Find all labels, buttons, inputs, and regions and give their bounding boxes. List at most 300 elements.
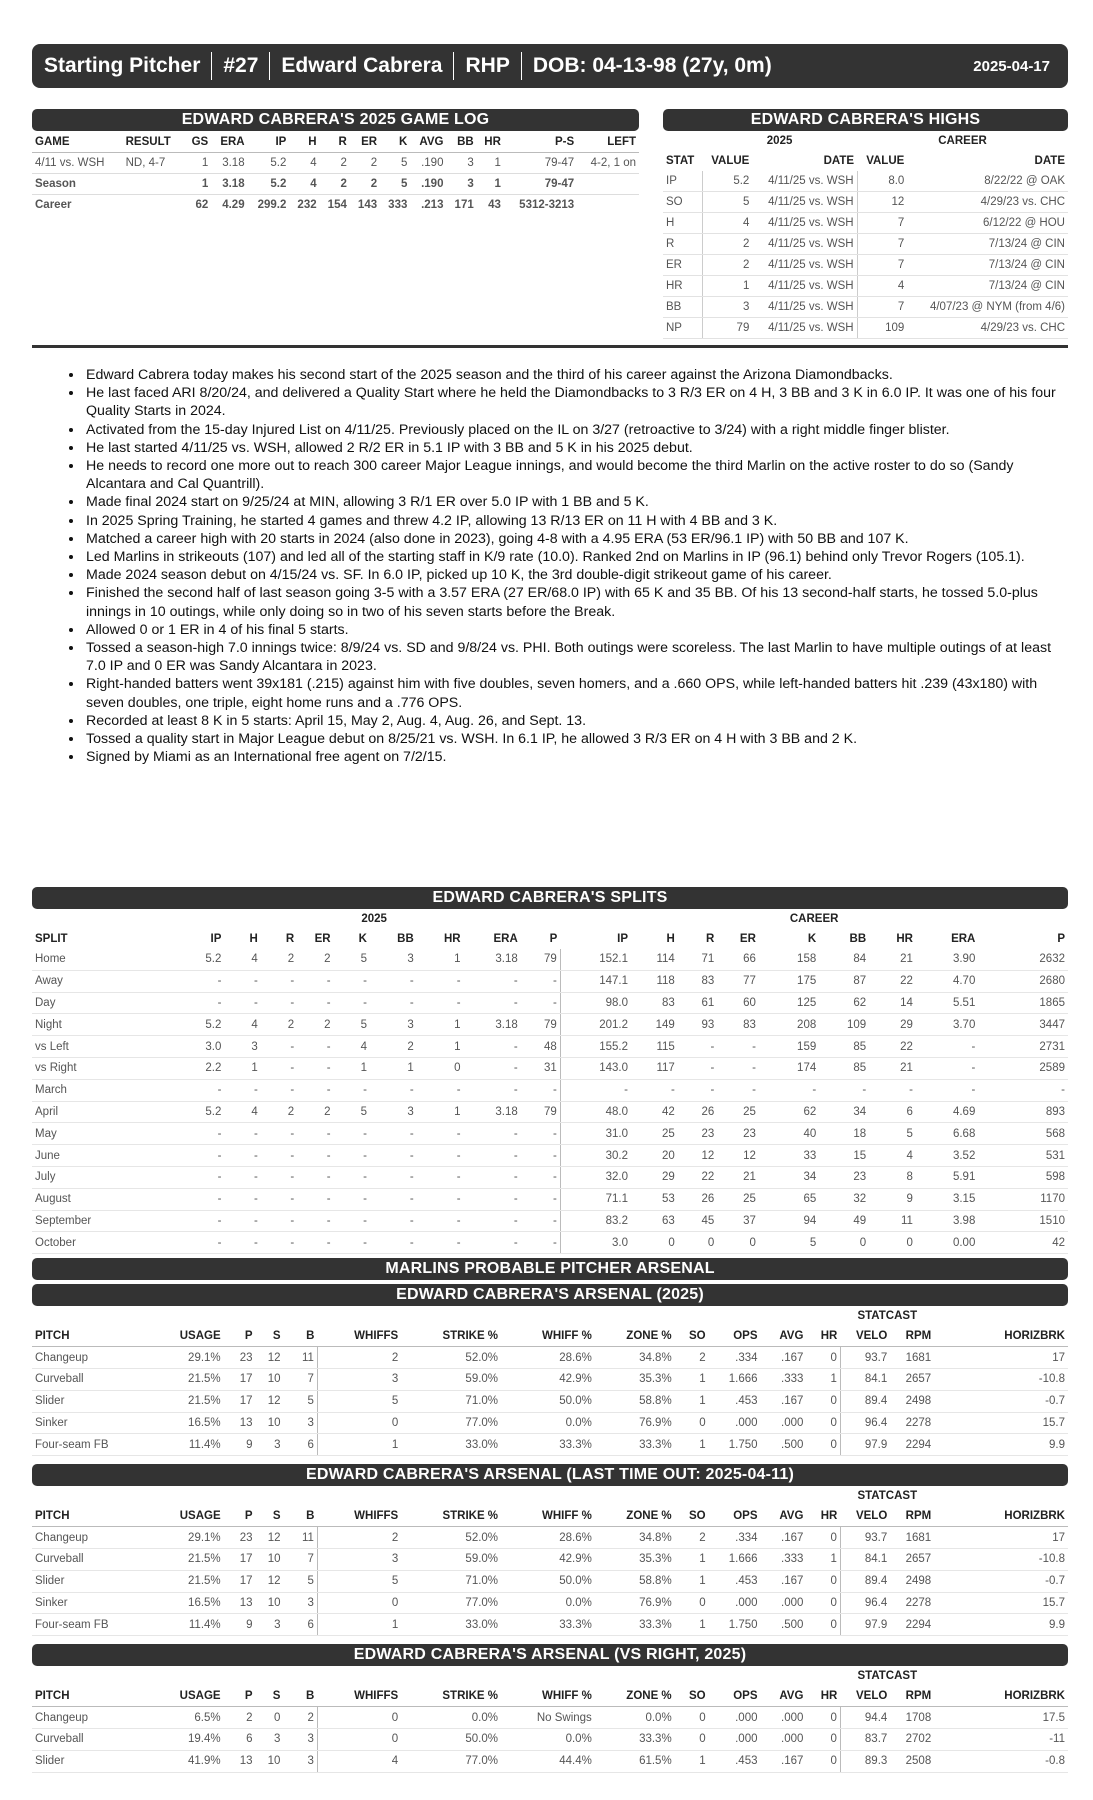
arsenal-cell: 1.666 bbox=[709, 1548, 761, 1570]
arsenal-cell: 0 bbox=[317, 1728, 401, 1750]
arsenal-cell: 2 bbox=[675, 1527, 709, 1549]
splits-cell: 77 bbox=[717, 970, 759, 992]
arsenal-cell: 3 bbox=[284, 1412, 318, 1434]
splits-cell: - bbox=[631, 1079, 678, 1101]
splits-col-header: R bbox=[285, 933, 295, 945]
header-separator bbox=[521, 52, 522, 80]
arsenal-row bbox=[32, 1707, 1068, 1729]
splits-row bbox=[32, 1123, 1068, 1145]
arsenal-row bbox=[32, 1434, 1068, 1456]
splits-cell: 21 bbox=[869, 949, 916, 970]
arsenal-col-header: P bbox=[224, 1506, 256, 1527]
splits-cell: 2.2 bbox=[188, 1057, 224, 1079]
splits-cell: - bbox=[224, 992, 260, 1014]
splits-cell: - bbox=[297, 970, 333, 992]
highs-group-row bbox=[663, 131, 1068, 151]
arsenal-group-row bbox=[32, 1666, 1068, 1686]
splits-cell: - bbox=[188, 1123, 224, 1145]
arsenal-block bbox=[32, 1636, 1068, 1772]
arsenal-cell: 2294 bbox=[890, 1614, 934, 1636]
highs-cell: NP bbox=[663, 318, 702, 339]
splits-cell: - bbox=[521, 1210, 561, 1232]
arsenal-cell: .167 bbox=[761, 1390, 807, 1412]
splits-cell: - bbox=[224, 1123, 260, 1145]
game-log-table bbox=[32, 131, 639, 215]
game-log-cell: 79-47 bbox=[504, 174, 577, 195]
splits-cell: 1170 bbox=[978, 1188, 1068, 1210]
splits-cell: - bbox=[417, 1210, 464, 1232]
highs-cell: 7/13/24 @ CIN bbox=[907, 234, 1068, 255]
highs-cell: 8/22/22 @ OAK bbox=[907, 171, 1068, 192]
arsenal-cell: 6 bbox=[284, 1434, 318, 1456]
highs-row bbox=[663, 192, 1068, 213]
arsenal-cell: 3 bbox=[283, 1728, 317, 1750]
arsenal-cell: 10 bbox=[256, 1368, 284, 1390]
splits-cell: 60 bbox=[717, 992, 759, 1014]
splits-cell: 6 bbox=[869, 1101, 916, 1123]
arsenal-cell: 59.0% bbox=[401, 1548, 501, 1570]
highs-cell: 4/11/25 vs. WSH bbox=[752, 171, 857, 192]
arsenal-cell: 0.0% bbox=[501, 1728, 595, 1750]
splits-cell: 42 bbox=[631, 1101, 678, 1123]
splits-cell: 85 bbox=[819, 1057, 869, 1079]
splits-cell: 159 bbox=[759, 1036, 819, 1058]
splits-cell: 23 bbox=[819, 1166, 869, 1188]
splits-cell: - bbox=[224, 970, 260, 992]
splits-cell: 25 bbox=[717, 1188, 759, 1210]
splits-col-header: H bbox=[666, 933, 675, 945]
highs-cell: 4 bbox=[702, 213, 752, 234]
arsenal-cell: 0.0% bbox=[401, 1707, 501, 1729]
splits-row bbox=[32, 1101, 1068, 1123]
highs-cell: IP bbox=[663, 171, 702, 192]
highs-cell: 4/11/25 vs. WSH bbox=[752, 318, 857, 339]
arsenal-cell: 2 bbox=[675, 1347, 709, 1369]
highs-cell: 4/11/25 vs. WSH bbox=[752, 234, 857, 255]
arsenal-col-header: WHIFF % bbox=[501, 1326, 595, 1347]
arsenal-table bbox=[32, 1306, 1068, 1456]
highs-title: EDWARD CABRERA'S HIGHS bbox=[663, 109, 1068, 131]
splits-cell: - bbox=[464, 1145, 521, 1167]
section-divider bbox=[32, 345, 1068, 348]
arsenal-group-row bbox=[32, 1486, 1068, 1506]
game-log-body bbox=[32, 153, 639, 216]
splits-cell: - bbox=[916, 1079, 978, 1101]
splits-body bbox=[32, 949, 1068, 1254]
arsenal-cell: 0 bbox=[806, 1570, 840, 1592]
arsenal-cell: Changeup bbox=[32, 1707, 172, 1729]
game-log-col-header: AVG bbox=[410, 131, 446, 153]
arsenal-cell: 2278 bbox=[890, 1412, 934, 1434]
splits-cell: October bbox=[32, 1232, 188, 1254]
arsenal-cell: 84.1 bbox=[840, 1368, 890, 1390]
arsenal-cell: 13 bbox=[224, 1750, 256, 1772]
arsenal-cell: 28.6% bbox=[501, 1527, 595, 1549]
splits-cell: - bbox=[297, 1057, 333, 1079]
arsenal-cell: 1708 bbox=[890, 1707, 934, 1729]
arsenal-col-header: WHIFFS bbox=[317, 1326, 401, 1347]
arsenal-cell: 13 bbox=[224, 1592, 256, 1614]
header-title bbox=[44, 52, 772, 80]
splits-cell: - bbox=[334, 1210, 370, 1232]
splits-row bbox=[32, 1057, 1068, 1079]
statcast-label: STATCAST bbox=[857, 1670, 918, 1683]
game-log-cell: 1 bbox=[184, 174, 211, 195]
splits-cell: 4 bbox=[869, 1145, 916, 1167]
splits-cell: June bbox=[32, 1145, 188, 1167]
arsenal-col-header: HR bbox=[806, 1506, 840, 1527]
arsenal-col-header: WHIFF % bbox=[501, 1686, 595, 1707]
note-item: • Finished the second half of last season going 3-5 with a 3.57 ERA (27 ER/68.0 IP) with 65 K and 35 BB. Of his 13 second-half starts, he tossed 5.0-plus innings in 10 outings, while only doing so in two of his seven starts before the Break. bbox=[84, 584, 1068, 620]
arsenal-header-row bbox=[32, 1506, 1068, 1527]
arsenal-cell: 23 bbox=[224, 1347, 256, 1369]
arsenal-cell: 33.0% bbox=[401, 1614, 501, 1636]
splits-cell: - bbox=[188, 1210, 224, 1232]
game-log-col-header: LEFT bbox=[577, 131, 639, 153]
arsenal-cell: 76.9% bbox=[595, 1412, 675, 1434]
arsenal-row bbox=[32, 1728, 1068, 1750]
arsenal-cell: 1 bbox=[675, 1570, 709, 1592]
splits-cell: 0 bbox=[631, 1232, 678, 1254]
game-log-title: EDWARD CABRERA'S 2025 GAME LOG bbox=[32, 109, 639, 131]
arsenal-cell: 1 bbox=[317, 1434, 401, 1456]
highs-cell: 4/29/23 vs. CHC bbox=[907, 318, 1068, 339]
arsenal-cell: 2 bbox=[317, 1527, 401, 1549]
splits-cell: - bbox=[297, 992, 333, 1014]
splits-cell: 32 bbox=[819, 1188, 869, 1210]
arsenal-cell: .167 bbox=[761, 1570, 807, 1592]
splits-cell: 94 bbox=[759, 1210, 819, 1232]
arsenal-cell: 10 bbox=[256, 1750, 284, 1772]
game-log-cell: Season bbox=[32, 174, 123, 195]
game-log-cell: 2 bbox=[350, 174, 380, 195]
splits-cell: 3.98 bbox=[916, 1210, 978, 1232]
arsenal-cell: 13 bbox=[224, 1412, 256, 1434]
splits-cell: - bbox=[370, 1145, 417, 1167]
splits-cell: 3.18 bbox=[464, 949, 521, 970]
arsenal-cell: -0.8 bbox=[934, 1750, 1068, 1772]
splits-cell: 2632 bbox=[978, 949, 1068, 970]
splits-cell: 531 bbox=[978, 1145, 1068, 1167]
arsenal-cell: 0 bbox=[675, 1728, 709, 1750]
game-log-cell: 4.29 bbox=[222, 199, 245, 211]
splits-col-header: ERA bbox=[951, 933, 976, 945]
arsenal-cell: 28.6% bbox=[501, 1347, 595, 1369]
highs-cell: 4/11/25 vs. WSH bbox=[752, 255, 857, 276]
splits-cell: 29 bbox=[631, 1166, 678, 1188]
splits-cell: - bbox=[334, 1166, 370, 1188]
arsenal-cell: 71.0% bbox=[401, 1570, 501, 1592]
statcast-label: STATCAST bbox=[857, 1490, 918, 1503]
highs-cell: 4/29/23 vs. CHC bbox=[907, 192, 1068, 213]
splits-cell: 79 bbox=[521, 949, 561, 970]
arsenal-block bbox=[32, 1280, 1068, 1456]
arsenal-cell: 94.4 bbox=[840, 1707, 890, 1729]
highs-cell: 5 bbox=[702, 192, 752, 213]
arsenal-cell: 5 bbox=[317, 1570, 401, 1592]
game-log-cell: 1 bbox=[477, 153, 504, 174]
highs-cell: 2 bbox=[702, 255, 752, 276]
highs-cell: HR bbox=[663, 276, 702, 297]
splits-cell: - bbox=[261, 1210, 297, 1232]
splits-cell: - bbox=[521, 1079, 561, 1101]
splits-cell: 5.2 bbox=[188, 949, 224, 970]
splits-cell: 37 bbox=[717, 1210, 759, 1232]
arsenal-cell: .334 bbox=[709, 1527, 761, 1549]
highs-cell: SO bbox=[663, 192, 702, 213]
splits-col-header: HR bbox=[443, 933, 461, 945]
arsenal-cell: 35.3% bbox=[595, 1548, 675, 1570]
splits-cell: - bbox=[261, 992, 297, 1014]
arsenal-cell: 3 bbox=[256, 1614, 284, 1636]
arsenal-cell: .453 bbox=[709, 1570, 761, 1592]
arsenal-cell: 2278 bbox=[890, 1592, 934, 1614]
splits-cell: 5.51 bbox=[916, 992, 978, 1014]
splits-cell: 4 bbox=[224, 1101, 260, 1123]
arsenal-col-header: WHIFFS bbox=[317, 1506, 401, 1527]
arsenal-cell: 33.3% bbox=[595, 1614, 675, 1636]
header-role: Starting Pitcher bbox=[44, 54, 201, 77]
arsenal-cell: 7 bbox=[284, 1368, 318, 1390]
arsenal-cell: 11.4% bbox=[172, 1434, 224, 1456]
arsenal-col-header: B bbox=[283, 1686, 317, 1707]
splits-cell: - bbox=[464, 992, 521, 1014]
arsenal-cell: 1681 bbox=[890, 1527, 934, 1549]
arsenal-cell: 9 bbox=[224, 1614, 256, 1636]
game-log-cell: 62 bbox=[195, 199, 209, 211]
arsenal-cell: 1 bbox=[317, 1614, 401, 1636]
splits-cell: 3.70 bbox=[916, 1014, 978, 1036]
arsenal-cell: Changeup bbox=[32, 1527, 172, 1549]
arsenal-row bbox=[32, 1548, 1068, 1570]
splits-cell: 85 bbox=[819, 1036, 869, 1058]
game-log-cell: 154 bbox=[327, 199, 347, 211]
arsenal-cell: 5 bbox=[284, 1570, 318, 1592]
splits-cell: 0 bbox=[819, 1232, 869, 1254]
splits-cell: 2 bbox=[297, 1101, 333, 1123]
arsenal-cell: 2498 bbox=[890, 1570, 934, 1592]
game-log-cell: Career bbox=[35, 199, 72, 211]
splits-cell: 5 bbox=[334, 949, 370, 970]
splits-row bbox=[32, 949, 1068, 970]
arsenal-cell: 33.3% bbox=[595, 1434, 675, 1456]
game-log-col-header: HR bbox=[477, 131, 504, 153]
splits-cell: Day bbox=[32, 992, 188, 1014]
splits-col-header: HR bbox=[896, 933, 913, 945]
splits-cell: 48 bbox=[521, 1036, 561, 1058]
splits-cell: - bbox=[224, 1079, 260, 1101]
highs-cell: 7 bbox=[857, 213, 907, 234]
splits-cell: 143.0 bbox=[560, 1057, 631, 1079]
splits-col-header: ER bbox=[739, 933, 756, 945]
game-log-cell: ND, 4-7 bbox=[123, 153, 184, 174]
arsenal-cell: 0 bbox=[317, 1592, 401, 1614]
splits-cell: 4.70 bbox=[916, 970, 978, 992]
arsenal-col-header: B bbox=[284, 1506, 318, 1527]
arsenal-cell: 1 bbox=[675, 1614, 709, 1636]
game-log-cell: 43 bbox=[488, 199, 501, 211]
arsenal-cell: 96.4 bbox=[840, 1592, 890, 1614]
arsenal-cell: 23 bbox=[224, 1527, 256, 1549]
arsenal-col-header: PITCH bbox=[32, 1506, 172, 1527]
arsenal-cell: .167 bbox=[761, 1527, 807, 1549]
arsenal-cell: 42.9% bbox=[501, 1368, 595, 1390]
splits-cell: 1865 bbox=[978, 992, 1068, 1014]
top-section bbox=[32, 109, 1068, 339]
highs-cell: 7/13/24 @ CIN bbox=[907, 276, 1068, 297]
splits-cell: 22 bbox=[678, 1166, 718, 1188]
arsenal-col-header: S bbox=[256, 1506, 284, 1527]
arsenal-cell: 12 bbox=[256, 1390, 284, 1412]
splits-cell: 3447 bbox=[978, 1014, 1068, 1036]
arsenal-col-header: SO bbox=[675, 1506, 709, 1527]
splits-cell: 21 bbox=[717, 1166, 759, 1188]
arsenal-cell: 0.0% bbox=[501, 1592, 595, 1614]
note-item: • He needs to record one more out to reach 300 career Major League innings, and would become the third Marlin on the active roster to do so (Sandy Alcantara and Cal Quantrill). bbox=[84, 457, 1068, 493]
arsenal-cell: 2657 bbox=[890, 1368, 934, 1390]
splits-cell: - bbox=[261, 1188, 297, 1210]
arsenal-cell: Changeup bbox=[32, 1347, 172, 1369]
splits-row bbox=[32, 1014, 1068, 1036]
splits-cell: 62 bbox=[759, 1101, 819, 1123]
splits-cell: 1 bbox=[417, 1014, 464, 1036]
game-log-section bbox=[32, 109, 639, 339]
arsenal-col-header: AVG bbox=[761, 1326, 807, 1347]
game-log-cell bbox=[123, 174, 184, 195]
highs-cell: 4/11/25 vs. WSH bbox=[752, 276, 857, 297]
arsenal-col-header: VELO bbox=[840, 1506, 890, 1527]
splits-cell: 3 bbox=[370, 949, 417, 970]
arsenal-cell: 3 bbox=[256, 1434, 284, 1456]
highs-header-row bbox=[663, 151, 1068, 171]
game-log-header-row bbox=[32, 131, 639, 153]
header-number: #27 bbox=[223, 54, 259, 77]
splits-cell: - bbox=[297, 1079, 333, 1101]
arsenal-cell: .453 bbox=[709, 1390, 761, 1412]
game-log-cell: 3 bbox=[446, 174, 476, 195]
game-log-cell bbox=[577, 195, 639, 216]
splits-cell: 29 bbox=[869, 1014, 916, 1036]
splits-cell: 125 bbox=[759, 992, 819, 1014]
arsenal-cell: 12 bbox=[256, 1527, 284, 1549]
arsenal-col-header: B bbox=[284, 1326, 318, 1347]
highs-table bbox=[663, 131, 1068, 339]
arsenal-cell: Sinker bbox=[32, 1592, 172, 1614]
splits-cell: 9 bbox=[869, 1188, 916, 1210]
splits-cell: - bbox=[297, 1210, 333, 1232]
game-log-col-header: GS bbox=[184, 131, 211, 153]
splits-cell: 2 bbox=[261, 1014, 297, 1036]
highs-row bbox=[663, 171, 1068, 192]
arsenal-cell: 0 bbox=[806, 1347, 840, 1369]
splits-cell: 33 bbox=[759, 1145, 819, 1167]
splits-cell: Night bbox=[32, 1014, 188, 1036]
splits-title: EDWARD CABRERA'S SPLITS bbox=[32, 887, 1068, 909]
arsenal-cell: 52.0% bbox=[401, 1347, 501, 1369]
arsenal-cell: 21.5% bbox=[172, 1548, 224, 1570]
arsenal-cell: 11.4% bbox=[172, 1614, 224, 1636]
arsenal-cell: 77.0% bbox=[401, 1750, 501, 1772]
arsenal-cell: 3 bbox=[284, 1592, 318, 1614]
splits-cell: - bbox=[188, 1145, 224, 1167]
splits-cell: 93 bbox=[678, 1014, 718, 1036]
splits-cell: 5.91 bbox=[916, 1166, 978, 1188]
splits-row bbox=[32, 1210, 1068, 1232]
note-item: • Made 2024 season debut on 4/15/24 vs. SF. In 6.0 IP, picked up 10 K, the 3rd double-digit strikeout game of his career. bbox=[84, 566, 1068, 584]
arsenal-cell: 16.5% bbox=[172, 1592, 224, 1614]
arsenal-cell: 12 bbox=[256, 1570, 284, 1592]
splits-cell: Away bbox=[32, 970, 188, 992]
splits-cell: 5 bbox=[334, 1101, 370, 1123]
arsenal-cell: 17 bbox=[224, 1368, 256, 1390]
splits-cell: - bbox=[417, 1123, 464, 1145]
arsenal-cell: 16.5% bbox=[172, 1412, 224, 1434]
splits-cell: 63 bbox=[631, 1210, 678, 1232]
game-log-col-header: R bbox=[320, 131, 350, 153]
arsenal-cell: 0.0% bbox=[595, 1707, 675, 1729]
splits-col-header: K bbox=[807, 933, 817, 945]
arsenal-cell: 97.9 bbox=[840, 1614, 890, 1636]
arsenal-row bbox=[32, 1592, 1068, 1614]
arsenal-cell: 33.3% bbox=[595, 1728, 675, 1750]
splits-cell: 31.0 bbox=[560, 1123, 631, 1145]
game-log-col-header: K bbox=[380, 131, 410, 153]
arsenal-col-header: RPM bbox=[890, 1326, 934, 1347]
splits-cell: 12 bbox=[678, 1145, 718, 1167]
arsenal-col-header: OPS bbox=[709, 1506, 761, 1527]
arsenal-cell: 89.4 bbox=[840, 1390, 890, 1412]
splits-row bbox=[32, 1188, 1068, 1210]
splits-cell: 26 bbox=[678, 1101, 718, 1123]
splits-cell: - bbox=[224, 1232, 260, 1254]
splits-cell: 3 bbox=[224, 1036, 260, 1058]
splits-cell: - bbox=[297, 1188, 333, 1210]
arsenal-cell: 3 bbox=[283, 1750, 317, 1772]
arsenal-cell: 2508 bbox=[890, 1750, 934, 1772]
game-log-cell: 2 bbox=[350, 153, 380, 174]
arsenal-cell: 6.5% bbox=[172, 1707, 224, 1729]
splits-cell: 118 bbox=[631, 970, 678, 992]
arsenal-cell: 3 bbox=[317, 1548, 401, 1570]
arsenal-cell: 9 bbox=[224, 1434, 256, 1456]
splits-cell: - bbox=[417, 1145, 464, 1167]
splits-cell: 175 bbox=[759, 970, 819, 992]
highs-cell: 4 bbox=[857, 276, 907, 297]
note-item: • Matched a career high with 20 starts in 2024 (also done in 2023), going 4-8 with a 4.95 ERA (53 ER/96.1 IP) with 50 BB and 107 K. bbox=[84, 530, 1068, 548]
splits-cell: 1 bbox=[370, 1057, 417, 1079]
arsenal-cell: 0 bbox=[806, 1390, 840, 1412]
splits-cell: - bbox=[678, 1079, 718, 1101]
arsenal-row bbox=[32, 1390, 1068, 1412]
splits-cell: 15 bbox=[819, 1145, 869, 1167]
arsenal-cell: 17 bbox=[934, 1527, 1068, 1549]
arsenal-cell: 42.9% bbox=[501, 1548, 595, 1570]
splits-cell: 2 bbox=[261, 1101, 297, 1123]
note-item: • Activated from the 15-day Injured List on 4/11/25. Previously placed on the IL on 3/27 (retroactive to 3/24) with a right middle finger blister. bbox=[84, 421, 1068, 439]
arsenal-header-row bbox=[32, 1326, 1068, 1347]
arsenal-cell: 0 bbox=[806, 1707, 840, 1729]
game-log-cell: 4 bbox=[289, 174, 319, 195]
splits-cell: 14 bbox=[869, 992, 916, 1014]
splits-cell: - bbox=[261, 970, 297, 992]
splits-cell: - bbox=[224, 1210, 260, 1232]
arsenal-cell: 61.5% bbox=[595, 1750, 675, 1772]
arsenal-row bbox=[32, 1368, 1068, 1390]
splits-cell: 117 bbox=[631, 1057, 678, 1079]
highs-cell: H bbox=[663, 213, 702, 234]
splits-cell: 3.18 bbox=[464, 1014, 521, 1036]
note-item: • Allowed 0 or 1 ER in 4 of his final 5 starts. bbox=[84, 621, 1068, 639]
